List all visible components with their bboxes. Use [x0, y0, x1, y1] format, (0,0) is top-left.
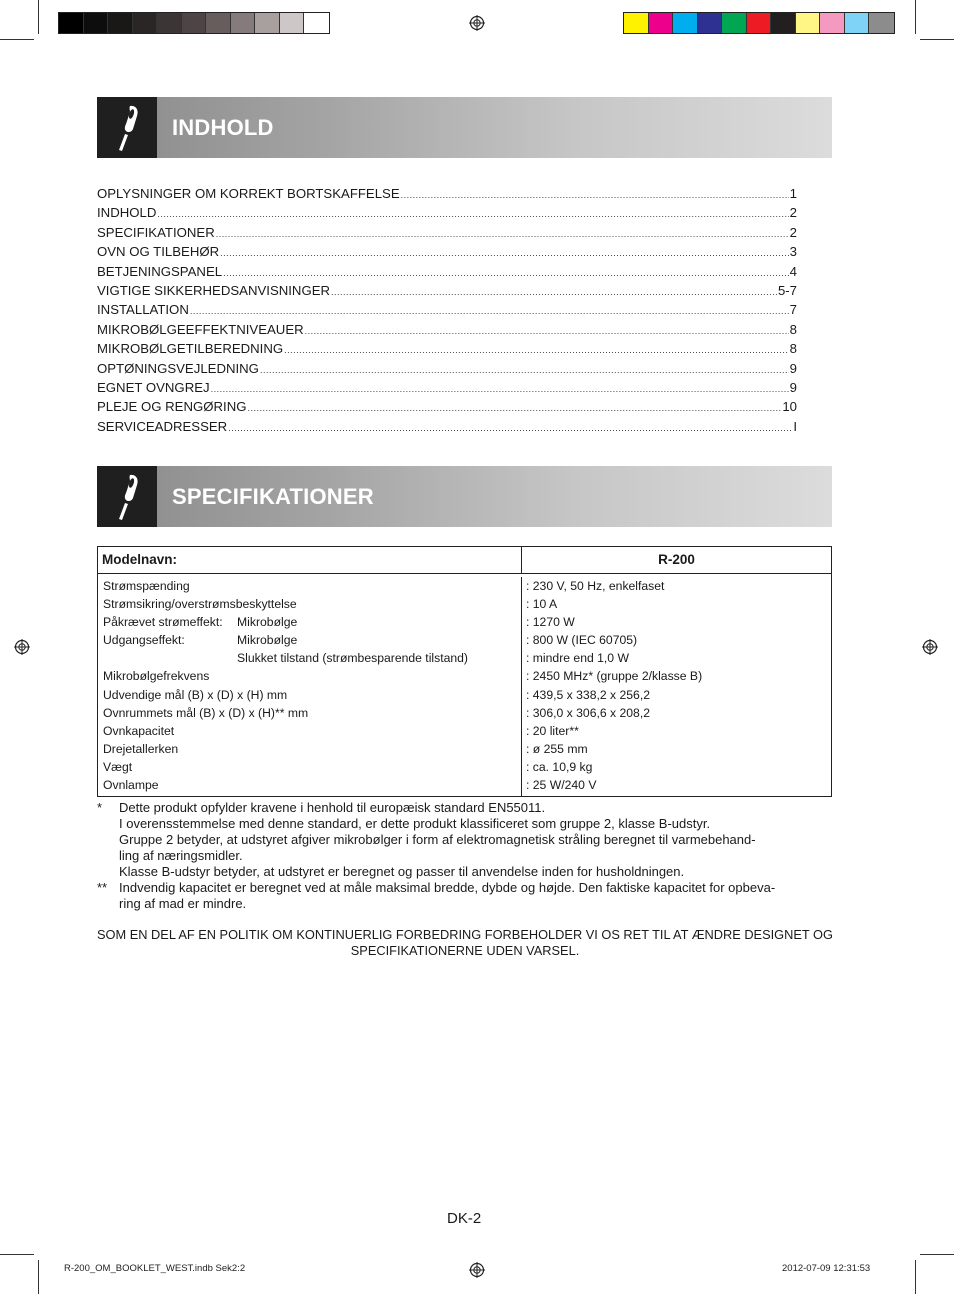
spec-value: : 1270 W: [526, 615, 575, 630]
date-slug: 2012-07-09 12:31:53: [782, 1263, 871, 1274]
spec-value: : ø 255 mm: [526, 741, 588, 756]
toc-entry: [97, 380, 797, 399]
swatch: [820, 13, 845, 33]
toc-entry-page: 9: [789, 360, 797, 376]
spec-value: : 800 W (IEC 60705): [526, 633, 638, 648]
toc-entry: [97, 302, 797, 321]
spec-value: : 2450 MHz* (gruppe 2/klasse B): [526, 669, 703, 684]
spec-label: [103, 758, 521, 776]
spec-value: : 230 V, 50 Hz, enkelfaset: [526, 579, 665, 593]
footnote-line: Indvendig kapacitet er beregnet ved at måle maksimal bredde, dybde og højde. Den faktiske kapacitet for opbeva-: [119, 880, 776, 895]
spec-label: [103, 776, 521, 794]
toc-entry-page: 8: [789, 341, 797, 357]
spec-label: [103, 686, 521, 704]
toc-dot-leader: [401, 190, 789, 200]
toc-entry: [97, 361, 797, 380]
crop-mark: [0, 39, 34, 40]
toc-dot-leader: [157, 209, 788, 219]
model-name-value: R-200: [658, 552, 695, 567]
spec-value: : 306,0 x 306,6 x 208,2: [526, 705, 650, 720]
footnote-line: Klasse B-udstyr betyder, at udstyret er beregnet og passer til anvendelse inden for husholdningen.: [119, 864, 685, 879]
spec-table-header: [98, 547, 831, 574]
toc-entry: [97, 341, 797, 360]
registration-mark-icon: [469, 1262, 485, 1278]
spec-value: : 10 A: [526, 597, 558, 612]
grayscale-swatch-bar: [58, 12, 330, 34]
toc-dot-leader: [305, 326, 789, 336]
spec-label: [103, 631, 521, 649]
toc-entry-label: SERVICEADRESSER: [97, 418, 228, 434]
footnote-line: Dette produkt opfylder kravene i henhold til europæisk standard EN55011.: [119, 800, 546, 815]
spec-labels-column: [98, 577, 522, 797]
swatch: [771, 13, 796, 33]
toc-dot-leader: [331, 287, 777, 297]
crop-mark: [915, 1260, 916, 1294]
toc-dot-leader: [228, 423, 792, 433]
swatch: [108, 13, 133, 33]
toc-entry-label: EGNET OVNGREJ: [97, 379, 210, 395]
crop-mark: [920, 39, 954, 40]
swatch: [869, 13, 894, 33]
spec-value: : ca. 10,9 kg: [526, 759, 593, 774]
toc-entry: [97, 244, 797, 263]
spec-value: : 439,5 x 338,2 x 256,2: [526, 687, 650, 702]
info-i-icon: [97, 466, 157, 527]
swatch: [649, 13, 674, 33]
toc-entry: [97, 322, 797, 341]
spec-title: SPECIFIKATIONER: [172, 484, 374, 509]
spec-label-text: Ovnlampe: [103, 778, 159, 793]
toc-entry-page: 10: [782, 399, 797, 415]
swatch: [231, 13, 256, 33]
swatch: [722, 13, 747, 33]
toc-dot-leader: [216, 229, 789, 239]
toc-entry-label: PLEJE OG RENGØRING: [97, 399, 247, 415]
swatch: [84, 13, 109, 33]
toc-entry-page: 8: [789, 321, 797, 337]
swatch: [747, 13, 772, 33]
table-of-contents: [97, 186, 797, 438]
toc-entry-page: 5-7: [777, 282, 797, 298]
toc-entry-page: 2: [789, 224, 797, 240]
spec-label-text: Ovnrummets mål (B) x (D) x (H)** mm: [103, 705, 309, 720]
swatch: [845, 13, 870, 33]
toc-entry-page: 2: [789, 205, 797, 221]
toc-entry: [97, 264, 797, 283]
spec-label: [103, 577, 521, 595]
toc-dot-leader: [260, 365, 789, 375]
swatch: [255, 13, 280, 33]
spec-label-text: Vægt: [103, 759, 133, 774]
swatch: [304, 13, 329, 33]
crop-mark: [38, 0, 39, 34]
spec-label-text: Drejetallerken: [103, 741, 179, 756]
disclaimer: [97, 927, 833, 959]
file-slug: R-200_OM_BOOKLET_WEST.indb Sek2:2: [64, 1263, 246, 1274]
spec-label: [103, 722, 521, 740]
info-i-icon: [97, 97, 157, 158]
spec-value: : mindre end 1,0 W: [526, 651, 629, 666]
disclaimer-line: SPECIFIKATIONERNE UDEN VARSEL.: [350, 943, 580, 958]
swatch: [673, 13, 698, 33]
disclaimer-line: SOM EN DEL AF EN POLITIK OM KONTINUERLIG FORBEDRING FORBEHOLDER VI OS RET TIL AT ÆNDRE DESIGNET OG: [97, 927, 833, 942]
toc-entry-page: 4: [789, 263, 797, 279]
toc-entry-label: SPECIFIKATIONER: [97, 224, 215, 240]
toc-entry: [97, 419, 797, 438]
spec-label-text: Ovnkapacitet: [103, 723, 175, 738]
footnote: [97, 880, 833, 912]
spec-label: [103, 667, 521, 685]
spec-label: [103, 740, 521, 758]
crop-mark: [38, 1260, 39, 1294]
contents-title: INDHOLD: [172, 115, 274, 140]
spec-label: [103, 649, 521, 667]
spec-sublabel: Slukket tilstand (strømbesparende tilstand): [237, 651, 468, 666]
contents-section-header: [97, 97, 832, 158]
toc-dot-leader: [223, 268, 789, 278]
crop-mark: [0, 1254, 34, 1255]
spec-label: [103, 704, 521, 722]
swatch: [280, 13, 305, 33]
spec-label-text: Påkrævet strømeffekt:: [103, 615, 223, 630]
spec-section-header: [97, 466, 832, 527]
swatch: [157, 13, 182, 33]
toc-entry: [97, 205, 797, 224]
spec-values-column: [522, 577, 831, 797]
footnote-line: Gruppe 2 betyder, at udstyret afgiver mikrobølger i form af elektromagnetisk stråling beregnet til varmebehand-: [119, 832, 756, 847]
toc-entry-page: I: [793, 418, 797, 434]
toc-dot-leader: [248, 403, 782, 413]
swatch: [796, 13, 821, 33]
footnote-mark: *: [97, 800, 103, 815]
color-swatch-bar: [623, 12, 895, 34]
toc-entry-label: MIKROBØLGETILBEREDNING: [97, 341, 284, 357]
model-name-label: Modelnavn:: [98, 547, 522, 573]
registration-mark-icon: [922, 639, 938, 655]
toc-dot-leader: [220, 248, 789, 258]
spec-label-text: Udvendige mål (B) x (D) x (H) mm: [103, 687, 288, 702]
spec-label: [103, 613, 521, 631]
spec-value: : 20 liter**: [526, 723, 579, 738]
toc-entry-page: 9: [789, 379, 797, 395]
toc-entry-label: BETJENINGSPANEL: [97, 263, 223, 279]
toc-entry: [97, 225, 797, 244]
toc-dot-leader: [284, 345, 789, 355]
footnote-mark: **: [97, 880, 108, 895]
spec-sublabel: Mikrobølge: [237, 633, 298, 648]
crop-mark: [915, 0, 916, 34]
spec-label-text: Strømsikring/overstrømsbeskyttelse: [103, 597, 297, 612]
toc-entry: [97, 399, 797, 418]
toc-dot-leader: [211, 384, 789, 394]
toc-dot-leader: [190, 306, 789, 316]
registration-mark-icon: [469, 15, 485, 31]
footnote: [97, 800, 833, 880]
swatch: [206, 13, 231, 33]
footnote-line: ling af næringsmidler.: [119, 848, 243, 863]
toc-entry-label: INDHOLD: [97, 205, 157, 221]
swatch: [133, 13, 158, 33]
toc-entry-label: OPTØNINGSVEJLEDNING: [97, 360, 259, 376]
spec-value: : 25 W/240 V: [526, 778, 597, 793]
registration-mark-icon: [14, 639, 30, 655]
spec-table-body: [98, 574, 831, 797]
swatch: [182, 13, 207, 33]
toc-entry-page: 7: [789, 302, 797, 318]
toc-entry-page: 1: [789, 186, 797, 201]
spec-label-text: Strømspænding: [103, 579, 190, 593]
spec-table: [97, 546, 832, 797]
spec-label-text: Udgangseffekt:: [103, 633, 185, 648]
crop-mark: [920, 1254, 954, 1255]
spec-label-text: Mikrobølgefrekvens: [103, 669, 210, 684]
toc-entry-label: OPLYSNINGER OM KORREKT BORTSKAFFELSE: [97, 186, 400, 201]
toc-entry: [97, 283, 797, 302]
spec-label: [103, 595, 521, 613]
toc-entry-label: MIKROBØLGEEFFEKTNIVEAUER: [97, 321, 304, 337]
toc-entry: [97, 186, 797, 205]
footnotes: [97, 800, 833, 912]
swatch: [698, 13, 723, 33]
toc-entry-label: INSTALLATION: [97, 302, 189, 318]
footnote-line: ring af mad er mindre.: [119, 896, 247, 911]
footnote-line: I overensstemmelse med denne standard, er dette produkt klassificeret som gruppe 2, klasse B-udstyr.: [119, 816, 711, 831]
toc-entry-page: 3: [789, 244, 797, 260]
swatch: [624, 13, 649, 33]
spec-sublabel: Mikrobølge: [237, 615, 298, 630]
swatch: [59, 13, 84, 33]
toc-entry-label: VIGTIGE SIKKERHEDSANVISNINGER: [97, 282, 331, 298]
toc-entry-label: OVN OG TILBEHØR: [97, 244, 220, 260]
page-number: DK-2: [447, 1210, 482, 1227]
